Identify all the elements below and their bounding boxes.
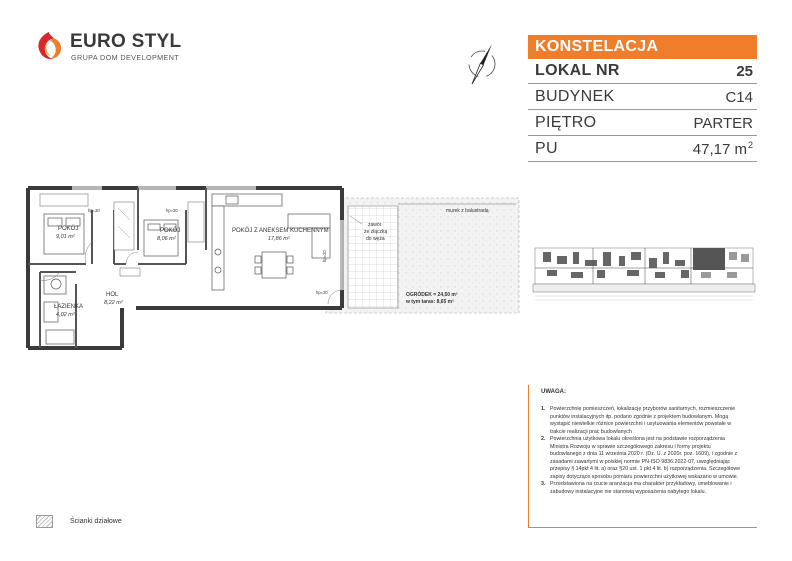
- info-value: PARTER: [693, 115, 753, 132]
- plan-label: do węża: [366, 236, 385, 242]
- info-row-area: [528, 137, 757, 162]
- legend-label: Ścianki działowe: [70, 518, 122, 525]
- info-row-unit: [528, 59, 757, 84]
- building-key-plan: [531, 240, 757, 304]
- note-item: 2. Powierzchnia użytkowa lokalu określona jest na podstawie rozporządzenia Ministra Rozwoju w sprawie szczegółowego zakresu i formy projektu budowlanego z dnia 11 września 2020 r. (Dz. U. z 2020r. poz. 1609), i zgodnie z zasadami zawartymi w polskiej normie PN-ISO 9836:2022-07, uwzględniając przepisy § 14pkt 4 lit. a) oraz §20 ust. 1 pkt 4 lit. b) rozporządzenia. Szczegółowe zapisy dotyczące sposobu pomiaru powierzchni użytkowej wskazano w umowie.: [541, 436, 741, 480]
- room-area: 8,22 m²: [104, 300, 123, 306]
- plan-label: zawór: [368, 222, 382, 228]
- north-arrow-icon: [462, 42, 502, 86]
- info-value: C14: [725, 89, 753, 106]
- plan-label: murek z balustradą: [446, 208, 489, 214]
- notes-panel: [528, 385, 757, 528]
- info-label: PIĘTRO: [535, 114, 597, 131]
- room-area: 8,06 m²: [157, 236, 176, 242]
- room-name: POKÓJ Z ANEKSEM KUCHENNYM: [232, 228, 329, 234]
- note-item: 1. Powierzchnię pomieszczeń, lokalizację przyborów sanitarnych, rozmieszczenie punktów instalacyjnych itp. podano zgodnie z projektem budowlanym. Mogą wystąpić niewielkie różnice powierzchni i usytuowania elementów powstałe w trakcie realizacji prac budowlanych: [541, 406, 736, 435]
- terrace-area: w tym taras: 8,65 m²: [406, 299, 454, 305]
- info-label: PU: [535, 140, 558, 157]
- notes-list: [541, 406, 757, 496]
- room-area: 9,01 m²: [56, 234, 75, 240]
- investment-name: KONSTELACJA: [528, 35, 757, 59]
- garden-area: OGRÓDEK = 24,50 m²: [406, 292, 458, 298]
- brand-name: EURO STYL: [70, 31, 182, 52]
- plan-label: hp=20: [322, 250, 327, 262]
- plan-label: hp=20: [88, 208, 100, 213]
- room-area: 17,86 m²: [268, 236, 290, 242]
- info-label: LOKAL NR: [535, 62, 620, 79]
- brand-logo: [34, 30, 184, 66]
- plan-label: hp=20: [316, 290, 328, 295]
- info-row-building: [528, 85, 757, 110]
- room-name: ŁAZIENKA: [54, 304, 84, 310]
- room-name: HOL: [106, 292, 119, 298]
- info-label: BUDYNEK: [535, 88, 615, 105]
- info-value: 25: [736, 63, 753, 80]
- info-row-floor: [528, 111, 757, 136]
- partition-wall-swatch: [36, 515, 53, 528]
- info-value: 47,17 $m^2$: [692, 140, 753, 158]
- note-item: 3. Przedstawiona na rzucie aranżacja ma charakter przykładowy, umeblowanie i zabudowy instalacyjne nie stanowią wyposażenia nabytego lokalu.: [541, 481, 732, 495]
- notes-title: UWAGA:: [541, 389, 566, 395]
- plan-label: hp=20: [166, 208, 178, 213]
- room-area: 4,02 m²: [56, 312, 75, 318]
- room-name: POKÓJ: [160, 228, 181, 234]
- floor-plan: [26, 180, 526, 355]
- brand-tagline: GRUPA DOM DEVELOPMENT: [71, 53, 180, 62]
- room-name: POKÓJ: [58, 226, 79, 232]
- plan-label: ze złączką: [364, 229, 388, 235]
- euro-styl-flame-icon: [34, 30, 64, 62]
